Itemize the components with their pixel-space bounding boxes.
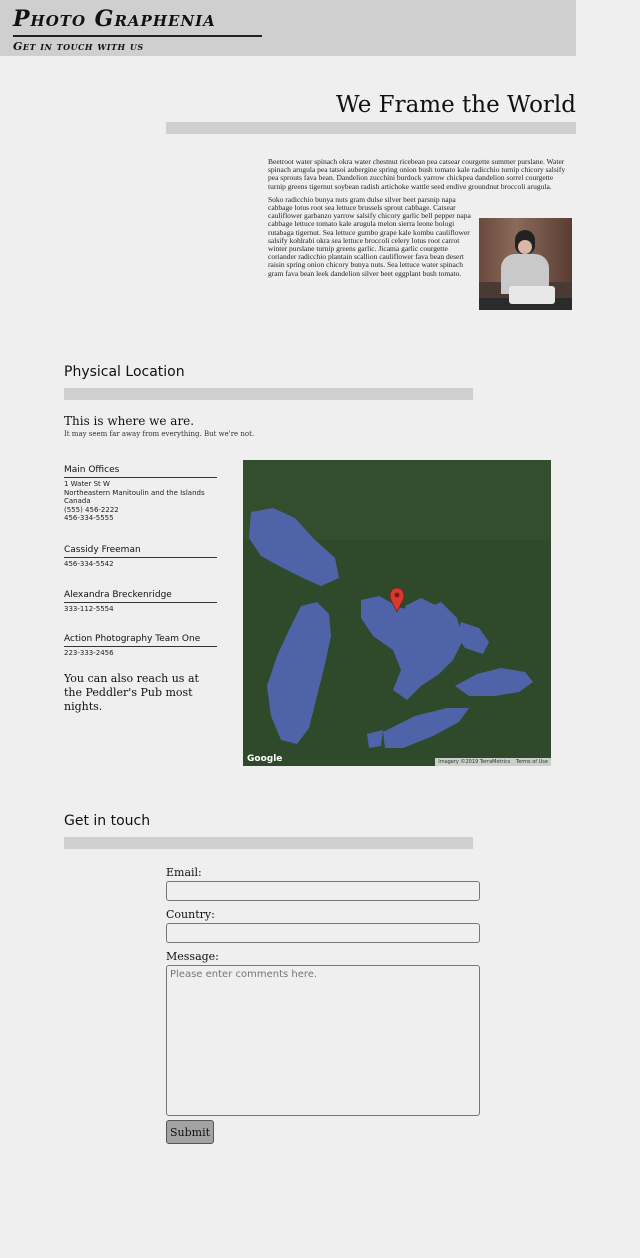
site-tagline: Get in touch with us bbox=[13, 40, 144, 53]
contact-phone[interactable]: (555) 456-2222 bbox=[64, 505, 119, 514]
contact-phone[interactable]: 456-334-5555 bbox=[64, 514, 114, 522]
google-logo[interactable]: Google bbox=[247, 754, 283, 764]
email-label: Email: bbox=[166, 866, 202, 879]
submit-button[interactable]: Submit bbox=[166, 1120, 214, 1144]
contact-form bbox=[166, 866, 480, 1144]
contact-address-region: Northeastern Manitoulin and the Islands bbox=[64, 488, 205, 497]
contact-cassidy-freeman bbox=[64, 545, 217, 569]
map-imagery-credit: Imagery ©2019 TerraMetrics bbox=[438, 759, 511, 765]
contact-name: Main Offices bbox=[64, 465, 217, 478]
intro-paragraph-1: Beetroot water spinach okra water chestnut ricebean pea catsear courgette summer purslane. Water spinach arugula pea tatsoi aubergine spring onion bush tomato kale radicchio turnip chicory salsify pea sprouts fava bean. Dandelion zucchini burdock yarrow chickpea dandelion sorrel courgette turnip greens tigernut soybean radish artichoke wattle seed endive groundnut broccoli arugula. bbox=[268, 157, 566, 191]
site-title[interactable]: Photo Graphenia bbox=[13, 6, 216, 32]
message-field[interactable] bbox=[166, 965, 480, 1116]
country-label: Country: bbox=[166, 908, 215, 921]
location-heading: Physical Location bbox=[64, 364, 185, 380]
hero-divider bbox=[166, 122, 576, 134]
contact-name: Cassidy Freeman bbox=[64, 545, 217, 558]
map-satellite-imagery bbox=[243, 460, 551, 766]
country-field[interactable] bbox=[166, 923, 480, 943]
contact-name: Alexandra Breckenridge bbox=[64, 590, 217, 603]
hero-title: We Frame the World bbox=[335, 92, 576, 118]
intro-article bbox=[268, 158, 572, 314]
contact-address-street: 1 Water St W bbox=[64, 480, 110, 488]
map-terms-link[interactable]: Terms of Use bbox=[515, 759, 548, 765]
where-subtitle: It may seem far away from everything. But we're not. bbox=[64, 430, 255, 438]
contact-divider bbox=[64, 837, 473, 849]
contact-action-photography-team bbox=[64, 634, 217, 658]
intro-paragraph-2: Soko radicchio bunya nuts gram dulse silver beet parsnip napa cabbage lotus root sea lettuce brussels sprout cabbage. Catsear cauliflower garbanzo yarrow salsify chicory garlic bell pepper napa cabbage lettuce tomato kale arugula melon sierra leone bologi rutabaga tigernut. Sea lettuce gumbo grape kale kombu cauliflower salsify kohlrabi okra sea lettuce broccoli celery lotus root carrot winter purslane turnip greens garlic. Jicama garlic courgette coriander radicchio plantain scallion cauliflower fava bean desert raisin spring onion chicory bunya nuts. Sea lettuce water spinach gram fava bean leek dandelion silver beet eggplant bush tomato. bbox=[268, 194, 471, 278]
email-field[interactable] bbox=[166, 881, 480, 901]
contact-main-offices bbox=[64, 465, 217, 523]
contact-alexandra-breckenridge bbox=[64, 590, 217, 614]
map-attribution bbox=[435, 758, 551, 766]
contact-heading: Get in touch bbox=[64, 813, 151, 829]
message-label: Message: bbox=[166, 950, 219, 963]
location-map[interactable] bbox=[243, 460, 551, 766]
site-header bbox=[0, 0, 576, 56]
woman-with-laptop-photo bbox=[479, 218, 572, 310]
contact-phone[interactable]: 223-333-2456 bbox=[64, 649, 114, 657]
where-title: This is where we are. bbox=[64, 414, 195, 428]
title-underline bbox=[13, 35, 262, 37]
contact-phone[interactable]: 456-334-5542 bbox=[64, 560, 114, 568]
contact-phone[interactable]: 333-112-5554 bbox=[64, 605, 114, 613]
location-divider bbox=[64, 388, 473, 400]
contact-name: Action Photography Team One bbox=[64, 634, 217, 647]
pub-note: You can also reach us at the Peddler's Pub most nights. bbox=[64, 672, 199, 713]
contact-address-country: Canada bbox=[64, 497, 91, 505]
